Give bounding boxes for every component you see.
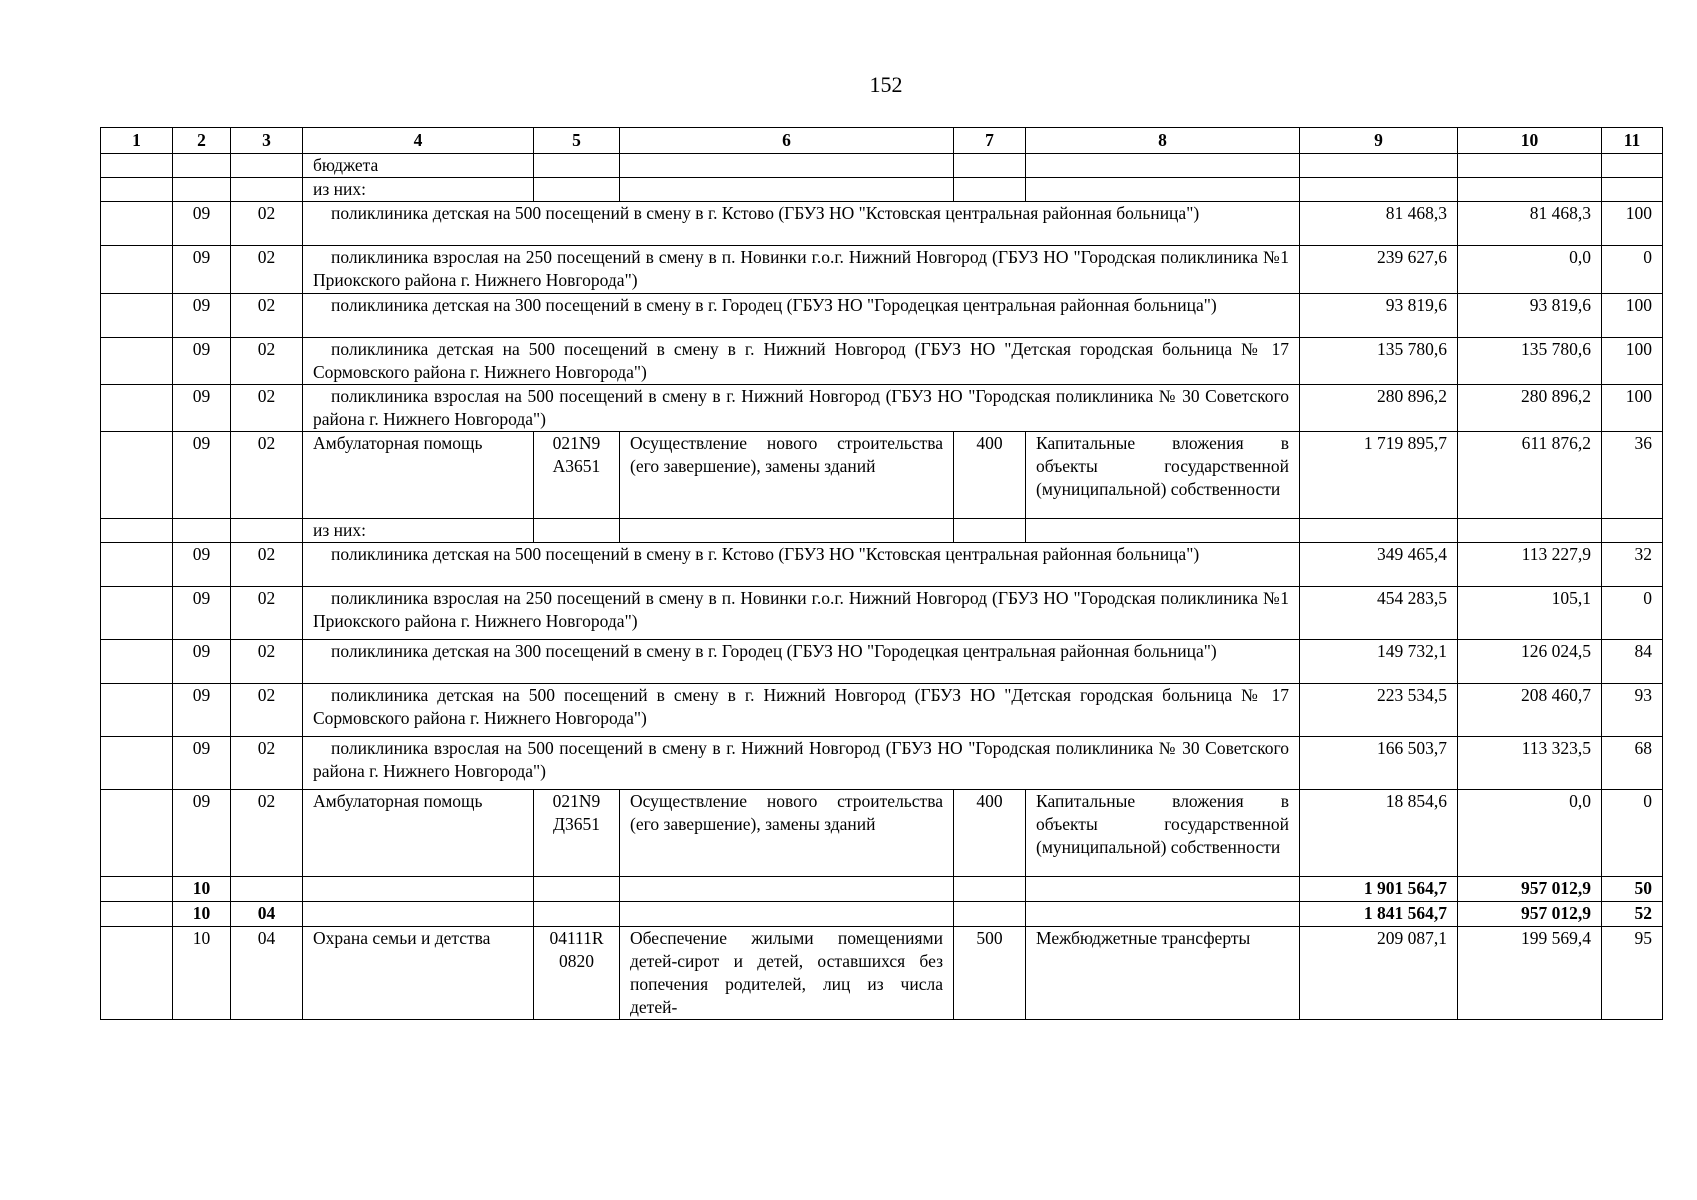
cell-actual: 81 468,3 xyxy=(1458,202,1602,246)
cell-section: 09 xyxy=(173,202,231,246)
header-cell: 2 xyxy=(173,128,231,154)
cell-section: 09 xyxy=(173,432,231,519)
cell-col1 xyxy=(101,543,173,587)
cell-percent: 95 xyxy=(1602,927,1663,1020)
cell-subsection: 02 xyxy=(231,684,303,737)
cell-actual: 611 876,2 xyxy=(1458,432,1602,519)
cell-expense-type xyxy=(954,519,1026,543)
cell-expense-type xyxy=(954,154,1026,178)
header-cell: 11 xyxy=(1602,128,1663,154)
cell-section: 09 xyxy=(173,385,231,432)
cell-expense-name xyxy=(1026,178,1300,202)
cell-actual: 957 012,9 xyxy=(1458,902,1602,927)
cell-plan: 1 841 564,7 xyxy=(1300,902,1458,927)
cell-section: 09 xyxy=(173,737,231,790)
cell-target-article xyxy=(534,519,620,543)
cell-actual: 93 819,6 xyxy=(1458,294,1602,338)
cell-percent: 32 xyxy=(1602,543,1663,587)
cell-subsection xyxy=(231,877,303,902)
cell-plan: 454 283,5 xyxy=(1300,587,1458,640)
cell-plan: 209 087,1 xyxy=(1300,927,1458,1020)
header-cell: 1 xyxy=(101,128,173,154)
cell-target-article: 021N9 Д3651 xyxy=(534,790,620,877)
cell-subsection: 02 xyxy=(231,246,303,294)
cell-percent: 100 xyxy=(1602,294,1663,338)
object-description: поликлиника взрослая на 250 посещений в смену в п. Новинки г.о.г. Нижний Новгород (ГБУЗ НО "Городская поликлиника №1 Приокского района г. Нижнего Новгорода") xyxy=(303,246,1300,294)
cell-actual xyxy=(1458,154,1602,178)
expense-row xyxy=(101,927,1663,1020)
object-description: поликлиника взрослая на 500 посещений в смену в г. Нижний Новгород (ГБУЗ НО "Городская поликлиника № 30 Советского района г. Нижнего Новгорода") xyxy=(303,737,1300,790)
cell-expense-name xyxy=(1026,154,1300,178)
cell-section: 09 xyxy=(173,640,231,684)
cell-actual: 0,0 xyxy=(1458,790,1602,877)
cell-col1 xyxy=(101,684,173,737)
cell-expense-name xyxy=(1026,877,1300,902)
page-number: 152 xyxy=(869,72,903,97)
cell-target-article xyxy=(534,877,620,902)
cell-target-article xyxy=(534,178,620,202)
object-description: поликлиника взрослая на 500 посещений в смену в г. Нижний Новгород (ГБУЗ НО "Городская поликлиника № 30 Советского района г. Нижнего Новгорода") xyxy=(303,385,1300,432)
cell-plan xyxy=(1300,519,1458,543)
cell-section: 09 xyxy=(173,294,231,338)
cell-subsection: 02 xyxy=(231,385,303,432)
cell-actual: 135 780,6 xyxy=(1458,338,1602,385)
cell-target-article: 04111R 0820 xyxy=(534,927,620,1020)
cell-expense-name xyxy=(1026,519,1300,543)
object-row xyxy=(101,294,1663,338)
cell-section: 09 xyxy=(173,587,231,640)
header-cell: 4 xyxy=(303,128,534,154)
object-description: поликлиника детская на 500 посещений в смену в г. Нижний Новгород (ГБУЗ НО "Детская городская больница № 17 Сормовского района г. Нижнего Новгорода") xyxy=(303,684,1300,737)
cell-subsection xyxy=(231,178,303,202)
cell-section-name xyxy=(303,902,534,927)
object-row xyxy=(101,202,1663,246)
cell-col1 xyxy=(101,902,173,927)
cell-target-article xyxy=(534,902,620,927)
cell-percent: 0 xyxy=(1602,587,1663,640)
cell-actual: 113 227,9 xyxy=(1458,543,1602,587)
cell-expense-name: Капитальные вложения в объекты государственной (муниципальной) собственности xyxy=(1026,790,1300,877)
cell-col1 xyxy=(101,877,173,902)
cell-expense-type xyxy=(954,902,1026,927)
cell-subsection: 02 xyxy=(231,543,303,587)
cell-section-name xyxy=(303,877,534,902)
cell-subsection: 02 xyxy=(231,202,303,246)
cell-plan: 166 503,7 xyxy=(1300,737,1458,790)
cell-expense-name: Капитальные вложения в объекты государственной (муниципальной) собственности xyxy=(1026,432,1300,519)
cell-plan: 93 819,6 xyxy=(1300,294,1458,338)
cell-article-name xyxy=(620,178,954,202)
cell-col1 xyxy=(101,246,173,294)
budget-table xyxy=(100,127,1663,1020)
cell-target-article xyxy=(534,154,620,178)
cell-subsection: 02 xyxy=(231,338,303,385)
cell-expense-type: 500 xyxy=(954,927,1026,1020)
cell-col1 xyxy=(101,927,173,1020)
cell-article-name xyxy=(620,877,954,902)
cell-col1 xyxy=(101,737,173,790)
header-cell: 5 xyxy=(534,128,620,154)
cell-article-name: Обеспечение жилыми помещениями детей-сирот и детей, оставшихся без попечения родителей, лиц из числа детей- xyxy=(620,927,954,1020)
header-cell: 3 xyxy=(231,128,303,154)
cell-section: 09 xyxy=(173,543,231,587)
cell-section: 10 xyxy=(173,902,231,927)
cell-section-name: Амбулаторная помощь xyxy=(303,790,534,877)
cell-col1 xyxy=(101,432,173,519)
header-cell: 8 xyxy=(1026,128,1300,154)
cell-section xyxy=(173,178,231,202)
cell-percent: 0 xyxy=(1602,790,1663,877)
cell-section-name: Охрана семьи и детства xyxy=(303,927,534,1020)
header-cell: 7 xyxy=(954,128,1026,154)
object-description: поликлиника детская на 300 посещений в смену в г. Городец (ГБУЗ НО "Городецкая центральная районная больница") xyxy=(303,294,1300,338)
cell-plan: 135 780,6 xyxy=(1300,338,1458,385)
cell-percent xyxy=(1602,154,1663,178)
cell-actual: 126 024,5 xyxy=(1458,640,1602,684)
object-description: поликлиника детская на 500 посещений в смену в г. Кстово (ГБУЗ НО "Кстовская центральная районная больница") xyxy=(303,543,1300,587)
cell-percent: 0 xyxy=(1602,246,1663,294)
object-row xyxy=(101,543,1663,587)
header-row xyxy=(101,128,1663,154)
cell-col1 xyxy=(101,294,173,338)
cell-subsection xyxy=(231,519,303,543)
cell-target-article: 021N9 А3651 xyxy=(534,432,620,519)
cell-plan: 239 627,6 xyxy=(1300,246,1458,294)
cell-expense-type xyxy=(954,877,1026,902)
cell-percent: 36 xyxy=(1602,432,1663,519)
cell-section xyxy=(173,154,231,178)
cell-subsection: 02 xyxy=(231,294,303,338)
cell-article-name xyxy=(620,154,954,178)
cell-section: 09 xyxy=(173,684,231,737)
header-cell: 9 xyxy=(1300,128,1458,154)
object-row xyxy=(101,587,1663,640)
cell-col1 xyxy=(101,154,173,178)
cell-expense-type xyxy=(954,178,1026,202)
object-row xyxy=(101,640,1663,684)
cell-actual: 113 323,5 xyxy=(1458,737,1602,790)
cell-subsection: 02 xyxy=(231,790,303,877)
cell-percent: 100 xyxy=(1602,338,1663,385)
cell-expense-type: 400 xyxy=(954,432,1026,519)
cell-actual: 280 896,2 xyxy=(1458,385,1602,432)
label-row xyxy=(101,154,1663,178)
object-description: поликлиника детская на 300 посещений в смену в г. Городец (ГБУЗ НО "Городецкая центральная районная больница") xyxy=(303,640,1300,684)
cell-percent xyxy=(1602,178,1663,202)
cell-subsection: 02 xyxy=(231,737,303,790)
header-cell: 10 xyxy=(1458,128,1602,154)
object-row xyxy=(101,737,1663,790)
cell-plan: 223 534,5 xyxy=(1300,684,1458,737)
label-row xyxy=(101,519,1663,543)
cell-subsection: 02 xyxy=(231,640,303,684)
cell-plan: 81 468,3 xyxy=(1300,202,1458,246)
expense-row xyxy=(101,432,1663,519)
cell-percent: 93 xyxy=(1602,684,1663,737)
cell-col1 xyxy=(101,790,173,877)
cell-plan: 1 719 895,7 xyxy=(1300,432,1458,519)
cell-actual: 208 460,7 xyxy=(1458,684,1602,737)
row-label: из них: xyxy=(303,178,534,202)
object-row xyxy=(101,338,1663,385)
cell-col1 xyxy=(101,519,173,543)
cell-percent: 100 xyxy=(1602,385,1663,432)
cell-col1 xyxy=(101,202,173,246)
cell-subsection xyxy=(231,154,303,178)
cell-actual: 0,0 xyxy=(1458,246,1602,294)
cell-col1 xyxy=(101,587,173,640)
object-row xyxy=(101,684,1663,737)
cell-section-name: Амбулаторная помощь xyxy=(303,432,534,519)
cell-expense-name: Межбюджетные трансферты xyxy=(1026,927,1300,1020)
cell-col1 xyxy=(101,385,173,432)
cell-subsection: 02 xyxy=(231,587,303,640)
cell-expense-type: 400 xyxy=(954,790,1026,877)
object-row xyxy=(101,246,1663,294)
cell-col1 xyxy=(101,178,173,202)
cell-plan: 349 465,4 xyxy=(1300,543,1458,587)
cell-section: 09 xyxy=(173,246,231,294)
cell-subsection: 02 xyxy=(231,432,303,519)
row-label: из них: xyxy=(303,519,534,543)
cell-percent: 84 xyxy=(1602,640,1663,684)
cell-expense-name xyxy=(1026,902,1300,927)
cell-col1 xyxy=(101,338,173,385)
cell-percent: 100 xyxy=(1602,202,1663,246)
cell-article-name: Осуществление нового строительства (его завершение), замены зданий xyxy=(620,790,954,877)
object-description: поликлиника детская на 500 посещений в смену в г. Нижний Новгород (ГБУЗ НО "Детская городская больница № 17 Сормовского района г. Нижнего Новгорода") xyxy=(303,338,1300,385)
cell-actual: 957 012,9 xyxy=(1458,877,1602,902)
cell-actual: 105,1 xyxy=(1458,587,1602,640)
cell-subsection: 04 xyxy=(231,902,303,927)
cell-percent xyxy=(1602,519,1663,543)
cell-article-name xyxy=(620,519,954,543)
cell-article-name: Осуществление нового строительства (его завершение), замены зданий xyxy=(620,432,954,519)
cell-actual xyxy=(1458,519,1602,543)
cell-section: 09 xyxy=(173,338,231,385)
cell-percent: 68 xyxy=(1602,737,1663,790)
cell-plan xyxy=(1300,178,1458,202)
cell-actual xyxy=(1458,178,1602,202)
cell-plan: 18 854,6 xyxy=(1300,790,1458,877)
cell-plan xyxy=(1300,154,1458,178)
header-cell: 6 xyxy=(620,128,954,154)
cell-percent: 50 xyxy=(1602,877,1663,902)
expense-row xyxy=(101,790,1663,877)
cell-section xyxy=(173,519,231,543)
cell-plan: 280 896,2 xyxy=(1300,385,1458,432)
row-label: бюджета xyxy=(303,154,534,178)
cell-section: 10 xyxy=(173,927,231,1020)
label-row xyxy=(101,178,1663,202)
cell-section: 09 xyxy=(173,790,231,877)
object-description: поликлиника взрослая на 250 посещений в смену в п. Новинки г.о.г. Нижний Новгород (ГБУЗ НО "Городская поликлиника №1 Приокского района г. Нижнего Новгорода") xyxy=(303,587,1300,640)
cell-percent: 52 xyxy=(1602,902,1663,927)
total-row xyxy=(101,877,1663,902)
object-row xyxy=(101,385,1663,432)
cell-article-name xyxy=(620,902,954,927)
object-description: поликлиника детская на 500 посещений в смену в г. Кстово (ГБУЗ НО "Кстовская центральная районная больница") xyxy=(303,202,1300,246)
total-row xyxy=(101,902,1663,927)
cell-col1 xyxy=(101,640,173,684)
cell-plan: 149 732,1 xyxy=(1300,640,1458,684)
cell-actual: 199 569,4 xyxy=(1458,927,1602,1020)
cell-plan: 1 901 564,7 xyxy=(1300,877,1458,902)
cell-subsection: 04 xyxy=(231,927,303,1020)
cell-section: 10 xyxy=(173,877,231,902)
